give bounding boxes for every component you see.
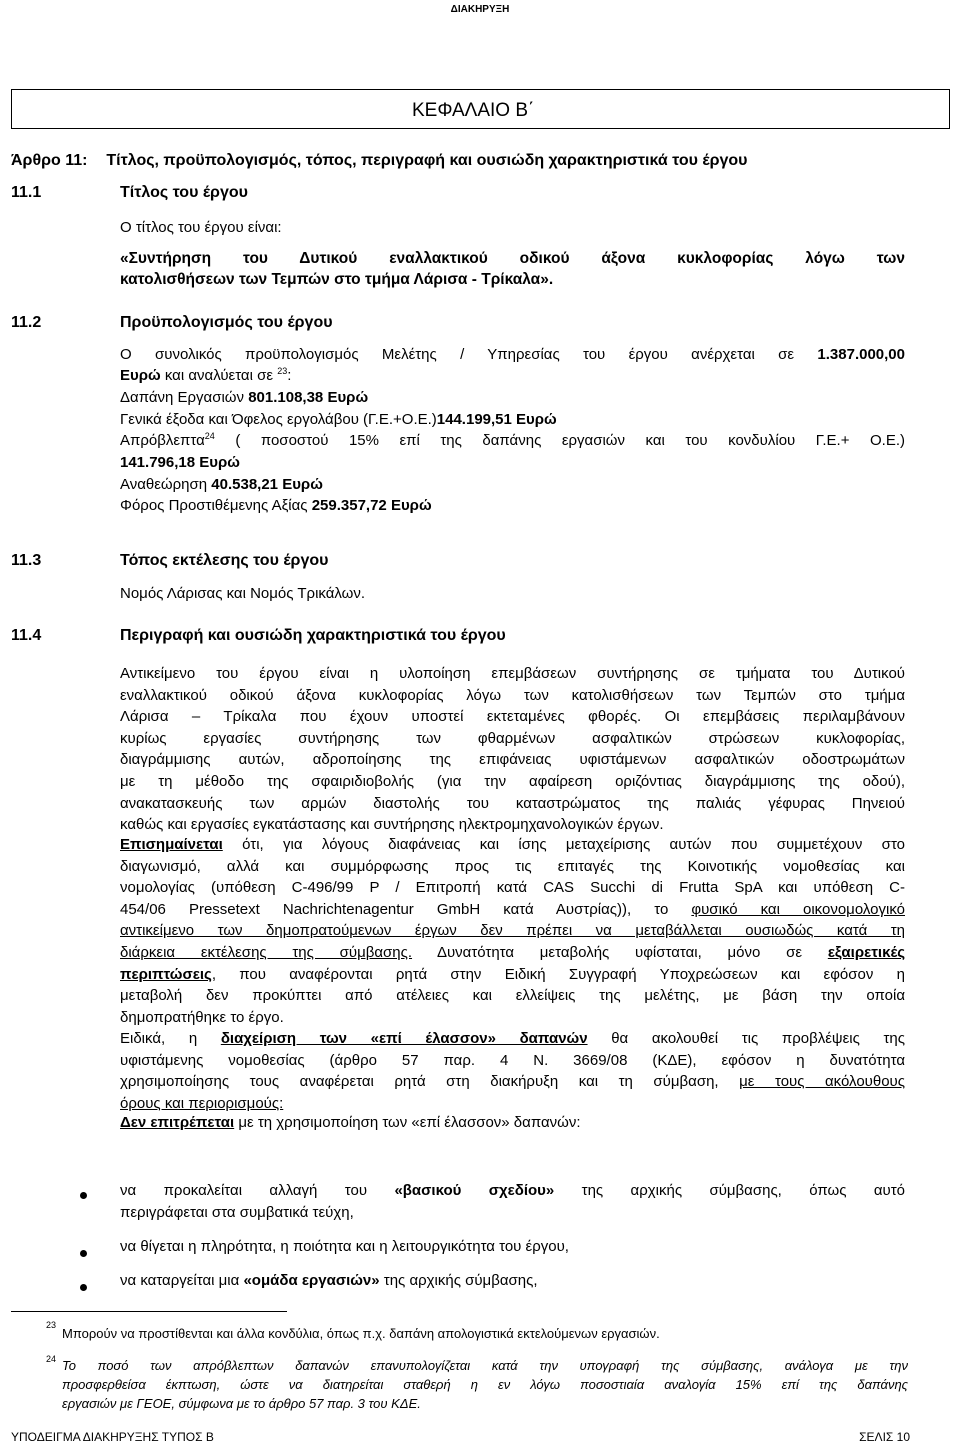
lesser-costs-emphasis: διαχείριση των «επί έλασσον» δαπανών [220,1030,588,1047]
section-title-11-4: Περιγραφή και ουσιώδη χαρακτηριστικά του έργου [120,627,506,644]
notice-line: διαγωνισμό, αλλά και συμμόρφωσης προς τις επιταγές της Κοινοτικής νομοθεσίας και [120,857,905,875]
article-label: Άρθρο 11: [11,152,88,169]
lesser-costs-text: χρησιμοποίησης τους αναφέρεται ρητά στη διακήρυξη και τη σύμβαση, [120,1073,740,1091]
notice-underlined: φυσικό και οικονομολογικό [691,900,905,918]
notice-line: αντικείμενο των δημοπρατούμενων έργων δεν πρέπει να μεταβάλλεται ουσιωδώς κατά τη [120,922,905,940]
description-line: Αντικείμενο του έργου είναι η υλοποίηση επεμβάσεων συντήρησης σε τμήματα του Δυτικού [120,665,905,682]
notice-line [120,899,905,921]
lesser-costs-line: όρους και περιορισμούς: [120,1094,284,1112]
budget-line-contingency [120,432,905,449]
bullet-item-1 [120,1180,905,1223]
budget-analysis-text: και αναλύεται σε [160,367,278,384]
budget-line-vat [120,497,432,514]
revision-amount: 40.538,21 Ευρώ [211,476,323,493]
vat-amount: 259.357,72 Ευρώ [311,497,432,514]
bullet-icon [80,1192,87,1199]
section-title-11-2: Προϋπολογισμός του έργου [120,314,333,331]
not-permitted-text: με τη χρησιμοποίηση των «επί έλασσον» δαπανών: [234,1114,581,1131]
article-heading [11,152,747,170]
bullet-icon [80,1284,87,1291]
budget-line-2 [120,367,291,384]
section-number-11-1: 11.1 [11,184,42,201]
footnote-number-24: 24 [46,1354,57,1364]
location-text: Νομός Λάρισας και Νομός Τρικάλων. [120,585,366,602]
footnote-ref-24: 24 [204,431,215,441]
project-title-line-2: κατολισθήσεων των Τεμπών στο τμήμα Λάρισα - Τρίκαλα». [120,271,554,288]
notice-line [120,964,905,986]
notice-line [120,834,905,856]
budget-total-text: Ο συνολικός προϋπολογισμός Μελέτης / Υπηρεσίας του έργου ανέρχεται σε [120,346,818,363]
notice-line: δημοπρατήθηκε το έργο. [120,1008,284,1026]
notice-emphasis: εξαιρετικές [827,943,906,961]
notice-paragraph [120,834,905,1028]
footnote-ref-23: 23 [277,366,288,376]
footer-page-number: ΣΕΛΙΣ 10 [859,1430,910,1444]
description-line: κυρίως εργασίες συντήρησης των φθαρμένων ασφαλτικών στρώσεων κυκλοφορίας, [120,729,905,747]
budget-line-overheads [120,411,557,428]
chapter-title: ΚΕΦΑΛΑΙΟ Β΄ [412,100,535,121]
lesser-costs-text: θα ακολουθεί τις προβλέψεις της [587,1030,905,1047]
description-line: εναλλακτικού οδικού άξονα κυκλοφορίας λόγω των κατολισθήσεων των Τεμπών στο τμήμα [120,686,905,704]
article-title: Τίτλος, προϋπολογισμός, τόπος, περιγραφή και ουσιώδη χαρακτηριστικά του έργου [106,152,748,169]
description-line: με τη μέθοδο της σφαιριδιοβολής (για την αφαίρεση οριζόντιας διαγράμμισης της οδού), [120,772,905,790]
description-paragraph [120,663,905,836]
footer-document-type: ΥΠΟΔΕΙΓΜΑ ΔΙΑΚΗΡΥΞΗΣ ΤΥΠΟΣ Β [11,1430,214,1444]
overheads-amount: 144.199,51 Ευρώ [436,411,557,428]
notice-underlined: διάρκεια εκτέλεσης της σύμβασης. [120,943,413,961]
bullet-icon [80,1250,87,1257]
bullet-emphasis: «ομάδα εργασιών» [243,1272,380,1289]
section-number-11-2: 11.2 [11,314,42,331]
section-title-11-3: Τόπος εκτέλεσης του έργου [120,552,329,569]
description-line: Λάρισα – Τρίκαλα που έχουν υποστεί εκτεταμένες φθορές. Οι επεμβάσεις περιλαμβάνουν [120,708,905,726]
section-number-11-4: 11.4 [11,627,42,644]
title-intro: Ο τίτλος του έργου είναι: [120,219,282,236]
vat-label: Φόρος Προστιθέμενης Αξίας [120,497,312,514]
bullet-text: της αρχικής σύμβασης, [379,1272,538,1289]
notice-line: μεταβολή δεν προκύπτει από ατέλειες και ελλείψεις της μελέτης, με βάση την οποία [120,987,905,1005]
lesser-costs-line [120,1071,905,1093]
not-permitted-emphasis: Δεν επιτρέπεται [120,1114,235,1131]
contingency-description: ( ποσοστού 15% επί της δαπάνης εργασιών και του κονδυλίου Γ.Ε.+ Ο.Ε.) [214,432,905,449]
footnote-text-24-line-1: Το ποσό των απρόβλεπτων δαπανών επανυπολογίζεται κατά την υπογραφή της σύμβασης, ανάλογα με την [62,1358,908,1373]
bullet-item-3 [120,1272,538,1289]
bullet-text: να καταργείται μια [120,1272,244,1289]
notice-line [120,942,905,964]
notice-emphasis: Επισημαίνεται [120,836,223,853]
overheads-label: Γενικά έξοδα και Όφελος εργολάβου (Γ.Ε.+Ο.Ε.) [120,411,437,428]
footnote-text-24-line-3: εργασιών με ΓΕΟΕ, σύμφωνα με το άρθρο 57 παρ. 3 του ΚΔΕ. [62,1396,421,1411]
lesser-costs-line [120,1028,905,1050]
contingency-amount: 141.796,18 Ευρώ [120,454,240,471]
bullet-text: της αρχικής σύμβασης, όπως αυτό [554,1182,905,1199]
lesser-costs-paragraph [120,1028,905,1114]
revision-label: Αναθεώρηση [120,476,212,493]
lesser-costs-line: υφιστάμενης νομοθεσίας (άρθρο 57 παρ. 4 Ν. 3669/08 (ΚΔΕ), εφόσον η δυνατότητα [120,1051,905,1069]
description-line: καθώς και εργασίες εγκατάστασης και συντήρησης ηλεκτρομηχανολογικών έργων. [120,816,664,834]
bullet-text: να προκαλείται αλλαγή του [120,1182,395,1199]
description-line: ανακατασκευής των αρμών διαστολής του καταστρώματος της παλιάς γέφυρας Πηνειού [120,794,905,812]
budget-line-works [120,389,368,406]
lesser-costs-underlined: με τους ακόλουθους [739,1073,905,1091]
footnote-separator [11,1311,287,1312]
footnote-text-23: Μπορούν να προστίθενται και άλλα κονδύλια, όπως π.χ. δαπάνη απολογιστικά εκτελούμενων εργασιών. [62,1326,660,1341]
bullet-line: περιγράφεται στα συμβατικά τεύχη, [120,1203,354,1221]
section-title-11-1: Τίτλος του έργου [120,184,248,201]
description-line: διαγράμμισης αυτών, αδροποίησης της επιφάνειας υφιστάμενων ασφαλτικών οδοστρωμάτων [120,751,905,769]
budget-total-amount: 1.387.000,00 [817,346,905,363]
document-header: ΔΙΑΚΗΡΥΞΗ [450,4,510,15]
notice-text: ότι, για λόγους διαφάνειας και ίσης μεταχείρισης αυτών που συμμετέχουν στο [222,836,905,853]
budget-colon: : [287,367,292,384]
budget-currency: Ευρώ [120,367,161,384]
bullet-item-2: να θίγεται η πληρότητα, η ποιότητα και η λειτουργικότητα του έργου, [120,1238,569,1255]
notice-text: Δυνατότητα μεταβολής υφίσταται, μόνο σε [412,943,828,961]
notice-line: νομολογίας (υπόθεση C-496/99 P / Επιτροπή κατά CAS Succhi di Frutta SpA και υπόθεση C- [120,879,905,897]
footnote-number-23: 23 [46,1320,57,1330]
section-number-11-3: 11.3 [11,552,42,569]
notice-text: 454/06 Pressetext Nachrichtenagentur GmbH κατά Αυστρίας)), το [120,900,692,918]
budget-line-revision [120,476,323,493]
works-label: Δαπάνη Εργασιών [120,389,249,406]
bullet-emphasis: «βασικού σχεδίου» [394,1182,555,1199]
notice-text: , που αναφέρονται ρητά στην Ειδική Συγγραφή Υποχρεώσεων και εφόσον η [211,965,905,983]
budget-line-1 [120,346,905,363]
lesser-costs-text: Ειδικά, η [120,1030,221,1047]
footnote-text-24-line-2: προσφερθείσα έκπτωση, ώστε να διατηρείται σταθερή η εν λόγω ποσοστιαία αναλογία 15% επί της δαπάνης [62,1377,908,1392]
bullet-line [120,1180,905,1202]
contingency-label: Απρόβλεπτα [120,432,205,449]
project-title-line-1: «Συντήρηση του Δυτικού εναλλακτικού οδικού άξονα κυκλοφορίας λόγω των [120,250,905,267]
works-amount: 801.108,38 Ευρώ [248,389,369,406]
notice-emphasis: περιπτώσεις [120,965,212,983]
not-permitted-line [120,1114,581,1131]
